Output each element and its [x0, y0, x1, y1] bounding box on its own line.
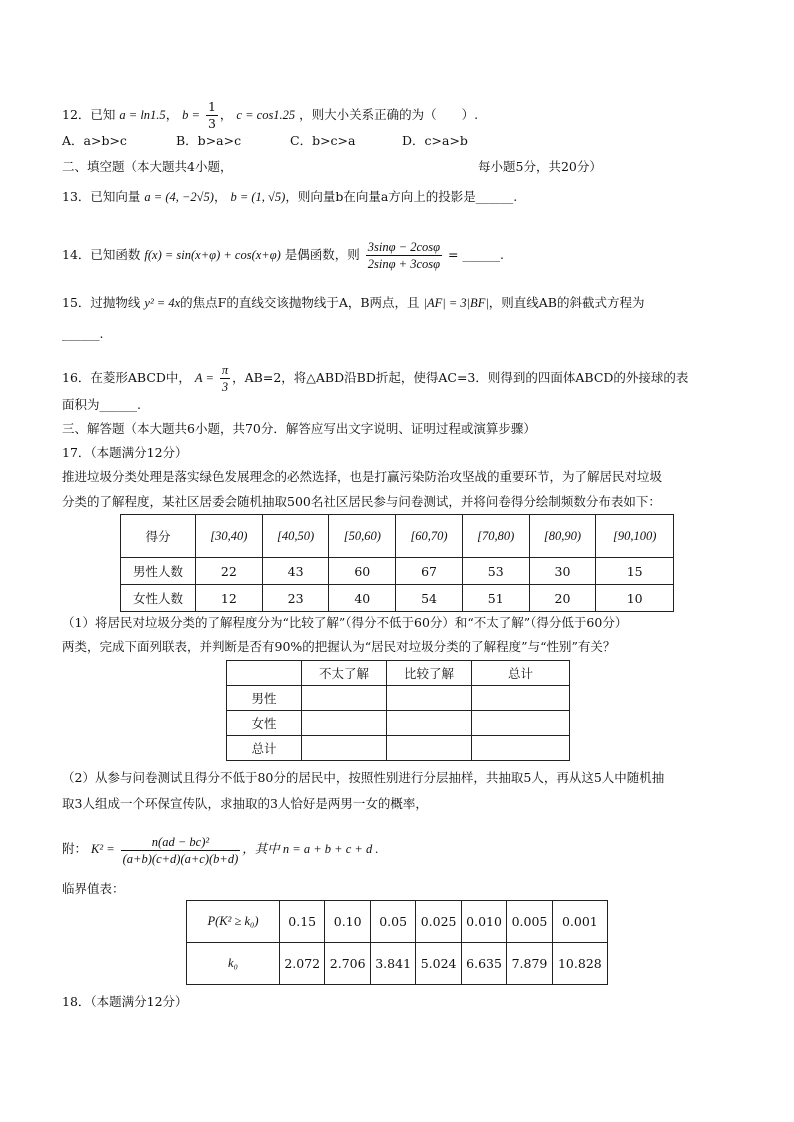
male-row: [121, 558, 674, 585]
q12-prefix: 12．已知: [62, 107, 116, 122]
critical-k-row: [187, 943, 608, 985]
q12-option-c: C．b>c>a: [290, 133, 356, 148]
contingency-table: [226, 660, 570, 761]
section3-title: 三、解答题（本大题共6小题，共70分．解答应写出文字说明、证明过程或演算步骤）: [62, 421, 536, 436]
answer-cell[interactable]: [387, 686, 472, 711]
q12-suffix: ，则大小关系正确的为（ ）.: [299, 107, 479, 122]
formula-lhs: K² =: [91, 842, 115, 856]
row-label: 总计: [227, 736, 302, 761]
table-cell: 43: [262, 558, 329, 585]
q12-stem: 12．已知 a = ln1.5， b = $\frac{1}{3}$ ， c = cos1.25 ，则大小关系正确的为（ ）.: [62, 99, 479, 131]
table-cell: 40: [329, 585, 396, 612]
row-label: 男性: [227, 686, 302, 711]
frequency-header-row: [121, 515, 674, 558]
column-header: 比较了解: [387, 661, 472, 686]
probability-row: [187, 901, 608, 943]
table-cell: 20: [529, 585, 596, 612]
section2-title: 二、填空题（本大题共4小题，: [62, 159, 233, 174]
q17-part1-line2: 两类，完成下面列联表，并判断是否有90%的把握认为“居民对垃圾分类的了解程度”与“性别”有关？: [62, 639, 616, 654]
q17-intro-line1: 推进垃圾分类处理是落实绿色发展理念的必然选择，也是打赢污染防治攻坚战的重要环节，为了解居民对垃圾: [62, 469, 663, 484]
probability-label: P(K² ≥ k₀): [187, 901, 280, 943]
q15: 15．过抛物线 y² = 4x的焦点F的直线交该抛物线于A，B两点，且 |AF| = 3|BF|，则直线AB的斜截式方程为: [62, 295, 645, 310]
table-cell: 0.001: [552, 901, 607, 943]
answer-cell[interactable]: [472, 736, 570, 761]
table-cell: [227, 661, 302, 686]
table-cell: 30: [529, 558, 596, 585]
table-cell: 12: [196, 585, 263, 612]
q17-intro-line2: 分类的了解程度，某社区居委会随机抽取500名社区居民参与问卷测试，并将问卷得分绘制频数分布表如下：: [62, 494, 661, 509]
q14-fraction: $\frac{3\sin\varphi - 2\cos\varphi}{2\sin\varphi + 3\cos\varphi}$: [367, 240, 441, 271]
formula: 附： K² = $\frac{\text{n(ad − bc)²}}{(a+b)(c+d)(a+c)(b+d)}$ ，其中 n = a + b + c + d .: [62, 835, 379, 866]
q17-header: 17．（本题满分12分）: [62, 445, 188, 460]
answer-cell[interactable]: [302, 736, 387, 761]
table-cell: 7.879: [507, 943, 552, 985]
row-label: 男性人数: [121, 558, 196, 585]
section2-score: 每小题5分，共20分）: [478, 159, 602, 174]
table-cell: 0.15: [280, 901, 325, 943]
formula-fraction: $\frac{\text{n(ad − bc)²}}{(a+b)(c+d)(a+c)(b+d)}$: [122, 835, 239, 866]
table-cell: 5.024: [416, 943, 461, 985]
interval-cell: [50,60): [329, 515, 396, 558]
q12-a-expr: a = ln1.5: [119, 108, 166, 122]
table-cell: 54: [396, 585, 463, 612]
interval-cell: [80,90): [529, 515, 596, 558]
table-cell: 51: [462, 585, 529, 612]
contingency-row: [227, 711, 570, 736]
table-cell: 60: [329, 558, 396, 585]
table-cell: 15: [596, 558, 674, 585]
q13-vector-a: a = (4, −2√5): [144, 190, 214, 204]
column-header: 不太了解: [302, 661, 387, 686]
table-cell: 0.010: [461, 901, 506, 943]
answer-cell[interactable]: [387, 711, 472, 736]
table-cell: 22: [196, 558, 263, 585]
row-label: 女性: [227, 711, 302, 736]
table-cell: 0.005: [507, 901, 552, 943]
column-header: 总计: [472, 661, 570, 686]
table-cell: 0.10: [325, 901, 370, 943]
q18-header: 18．（本题满分12分）: [62, 994, 188, 1009]
table-cell: 2.072: [280, 943, 325, 985]
interval-cell: [40,50): [262, 515, 329, 558]
table-cell: 23: [262, 585, 329, 612]
contingency-header-row: [227, 661, 570, 686]
answer-cell[interactable]: [387, 736, 472, 761]
table-cell: 2.706: [325, 943, 370, 985]
table-cell: 10.828: [552, 943, 607, 985]
q12-b-fraction: $\frac{1}{3}$: [207, 99, 216, 131]
contingency-row: [227, 736, 570, 761]
interval-cell: [70,80): [462, 515, 529, 558]
q16-line2: 面积为______.: [62, 397, 141, 412]
female-row: [121, 585, 674, 612]
table-cell: 6.635: [461, 943, 506, 985]
table-cell: 0.05: [370, 901, 415, 943]
q12-b-lhs: b =: [182, 108, 200, 122]
q15-answer-blank: ______.: [62, 326, 104, 341]
q12-option-d: D．c>a>b: [402, 133, 468, 148]
interval-cell: [30,40): [196, 515, 263, 558]
q15-condition: |AF| = 3|BF|: [423, 296, 489, 310]
interval-cell: [90,100): [596, 515, 674, 558]
score-header-cell: 得分: [121, 515, 196, 558]
answer-cell[interactable]: [302, 686, 387, 711]
table-cell: 0.025: [416, 901, 461, 943]
answer-cell[interactable]: [472, 711, 570, 736]
answer-cell[interactable]: [302, 711, 387, 736]
table-cell: 67: [396, 558, 463, 585]
q15-parabola: y² = 4x: [144, 296, 181, 310]
q12-option-a: A．a>b>c: [62, 133, 127, 148]
k-label: k₀: [187, 943, 280, 985]
q16: 16．在菱形ABCD中， A = $\frac{\pi}{3}$ ，AB=2，将△ABD沿BD折起，使得AC=3．则得到的四面体ABCD的外接球的表: [62, 363, 689, 394]
q14: 14．已知函数 f(x) = sin(x+φ) + cos(x+φ) 是偶函数，则 $\frac{3\sin\varphi - 2\cos\varphi}{2\sin\varphi + 3\cos\varphi}$ = ______.: [62, 240, 504, 271]
frequency-table: [120, 514, 674, 612]
row-label: 女性人数: [121, 585, 196, 612]
q13: 13．已知向量 a = (4, −2√5)， b = (1, √5)，则向量b在向量a方向上的投影是______.: [62, 189, 518, 204]
q16-angle-fraction: $\frac{\pi}{3}$: [221, 363, 229, 394]
answer-cell[interactable]: [472, 686, 570, 711]
q17-part2-line2: 取3人组成一个环保宣传队，求抽取的3人恰好是两男一女的概率，: [62, 796, 428, 811]
critical-value-title: 临界值表：: [62, 881, 125, 896]
q17-part1-line1: （1）将居民对垃圾分类的了解程度分为“比较了解”（得分不低于60分）和“不太了解”（得分低于60分）: [62, 615, 628, 630]
interval-cell: [60,70): [396, 515, 463, 558]
table-cell: 53: [462, 558, 529, 585]
critical-value-table: [186, 900, 608, 985]
q13-vector-b: b = (1, √5): [230, 190, 286, 204]
table-cell: 10: [596, 585, 674, 612]
q12-c-expr: c = cos1.25: [236, 108, 296, 122]
q14-function: f(x) = sin(x+φ) + cos(x+φ): [144, 248, 281, 262]
q12-option-b: B．b>a>c: [176, 133, 242, 148]
table-cell: 3.841: [370, 943, 415, 985]
q17-part2-line1: （2）从参与问卷测试且得分不低于80分的居民中，按照性别进行分层抽样，共抽取5人，再从这5人中随机抽: [62, 770, 665, 785]
contingency-row: [227, 686, 570, 711]
